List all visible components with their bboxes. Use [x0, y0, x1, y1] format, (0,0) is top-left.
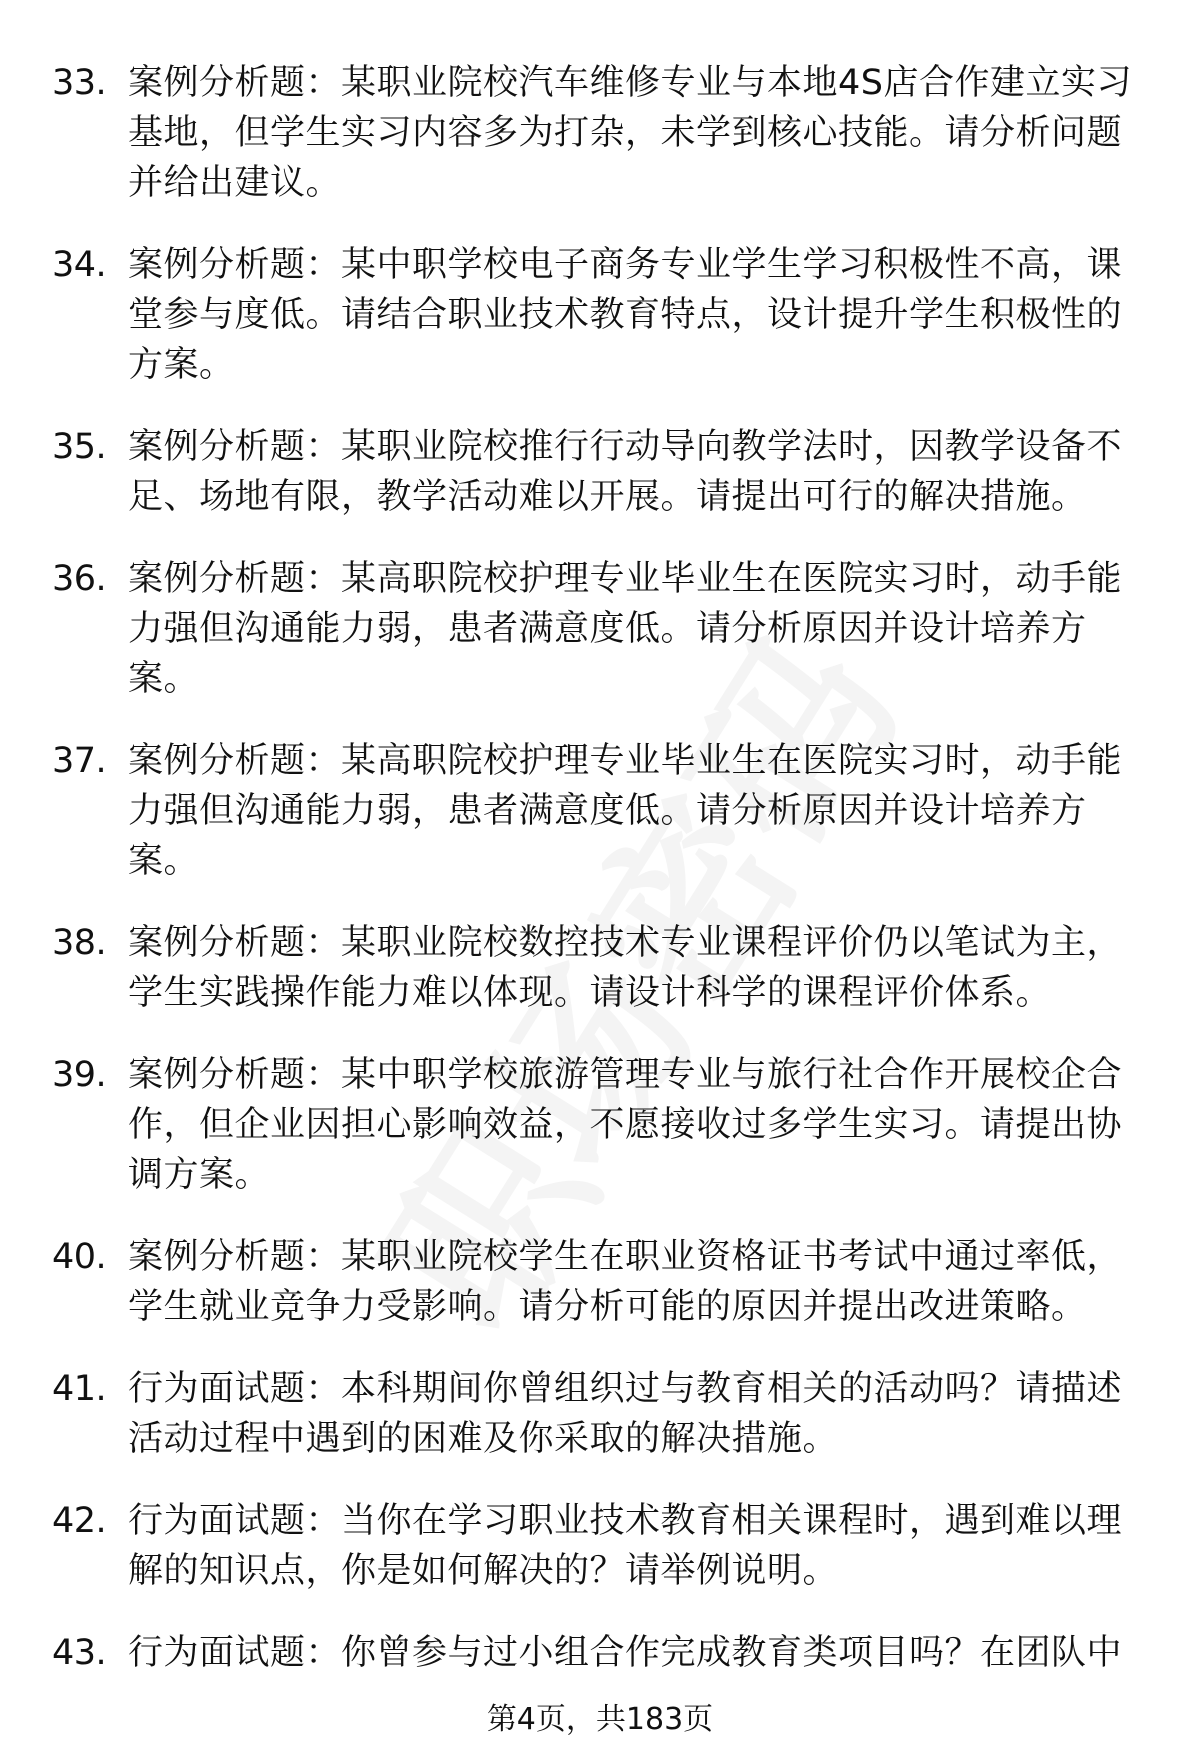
question-item — [52, 554, 1142, 704]
question-text: 案例分析题：某高职院校护理专业毕业生在医院实习时，动手能力强但沟通能力弱，患者满意度低。请分析原因并设计培养方案。 — [128, 741, 1123, 881]
question-number: 41. — [52, 1369, 107, 1409]
question-item — [52, 1364, 1142, 1464]
page-number-footer: 第4页，共183页 — [486, 1702, 714, 1737]
question-item — [52, 422, 1142, 522]
question-item — [52, 58, 1142, 208]
question-number: 34. — [52, 245, 107, 285]
question-list — [52, 58, 1142, 1710]
question-number: 36. — [52, 559, 107, 599]
question-text: 行为面试题：本科期间你曾组织过与教育相关的活动吗？请描述活动过程中遇到的困难及你采取的解决措施。 — [128, 1369, 1123, 1459]
question-item — [52, 1628, 1142, 1678]
question-number: 40. — [52, 1237, 107, 1277]
question-number: 43. — [52, 1633, 107, 1673]
question-item — [52, 918, 1142, 1018]
question-text: 案例分析题：某中职学校电子商务专业学生学习积极性不高，课堂参与度低。请结合职业技术教育特点，设计提升学生积极性的方案。 — [128, 245, 1123, 385]
question-number: 37. — [52, 741, 107, 781]
question-item — [52, 1496, 1142, 1596]
question-number: 35. — [52, 427, 107, 467]
question-text: 案例分析题：某职业院校数控技术专业课程评价仍以笔试为主，学生实践操作能力难以体现。请设计科学的课程评价体系。 — [128, 923, 1123, 1013]
question-item — [52, 736, 1142, 886]
question-number: 42. — [52, 1501, 107, 1541]
question-text: 行为面试题：当你在学习职业技术教育相关课程时，遇到难以理解的知识点，你是如何解决的？请举例说明。 — [128, 1501, 1123, 1591]
question-text: 行为面试题：你曾参与过小组合作完成教育类项目吗？在团队中 — [128, 1633, 1123, 1673]
question-text: 案例分析题：某职业院校推行行动导向教学法时，因教学设备不足、场地有限，教学活动难以开展。请提出可行的解决措施。 — [128, 427, 1123, 517]
question-text: 案例分析题：某中职学校旅游管理专业与旅行社合作开展校企合作，但企业因担心影响效益，不愿接收过多学生实习。请提出协调方案。 — [128, 1055, 1123, 1195]
question-text: 案例分析题：某职业院校汽车维修专业与本地4S店合作建立实习基地，但学生实习内容多为打杂，未学到核心技能。请分析问题并给出建议。 — [128, 63, 1132, 203]
question-text: 案例分析题：某职业院校学生在职业资格证书考试中通过率低，学生就业竞争力受影响。请分析可能的原因并提出改进策略。 — [128, 1237, 1123, 1327]
question-item — [52, 240, 1142, 390]
question-number: 33. — [52, 63, 107, 103]
question-item — [52, 1050, 1142, 1200]
question-number: 39. — [52, 1055, 107, 1095]
question-number: 38. — [52, 923, 107, 963]
question-item — [52, 1232, 1142, 1332]
question-text: 案例分析题：某高职院校护理专业毕业生在医院实习时，动手能力强但沟通能力弱，患者满意度低。请分析原因并设计培养方案。 — [128, 559, 1123, 699]
